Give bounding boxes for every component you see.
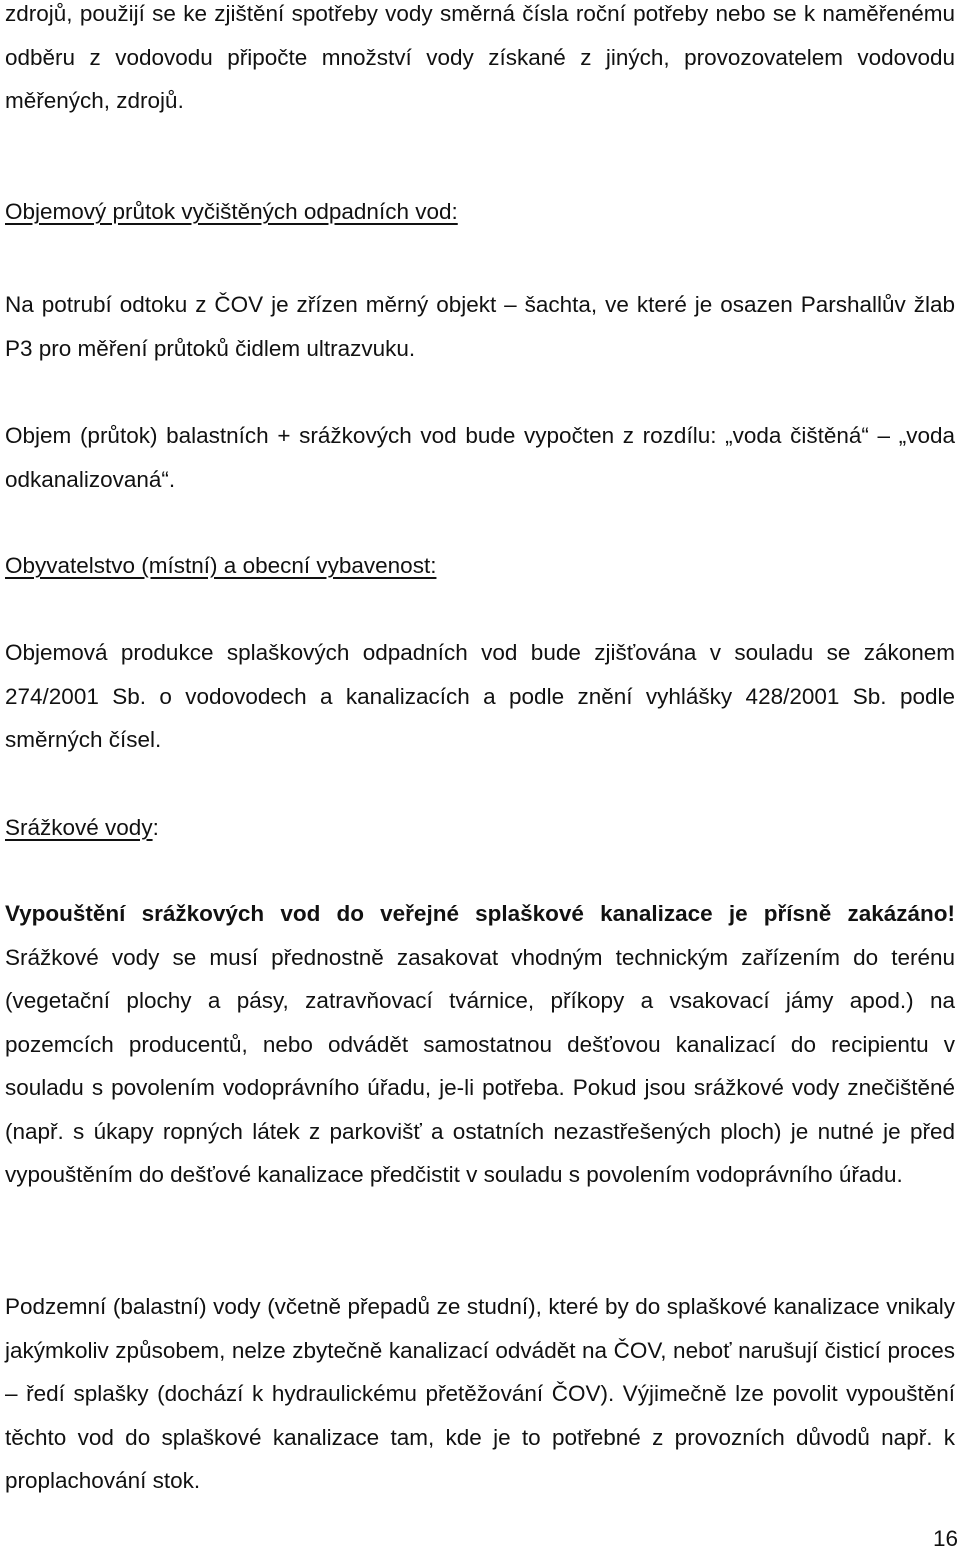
storm-water-text: Srážkové vody se musí přednostně zasakovat vhodným technickým zařízením do terénu (vegetační plochy a pásy, zatravňovací tvárnice, příkopy a vsakovací jámy apod.) na pozemcích producentů, nebo odvádět samostatnou dešťovou kanalizací do recipientu v souladu s povolením vodoprávního úřadu, je-li potřeba. Pokud jsou srážkové vody znečištěné (např. s úkapy ropných látek z parkovišť a ostatních nezastřešených ploch) je nutné je před vypouštěním do dešťové kanalizace předčistit v souladu s povolením vodoprávního úřadu. (5, 944, 955, 1187)
heading-storm-water-text: Srážkové vody (5, 815, 153, 840)
intro-paragraph: zdrojů, použijí se ke zjištění spotřeby vody směrná čísla roční potřeby nebo se k naměřenému odběru z vodovodu připočte množství vody získané z jiných, provozovatelem vodovodu měřených, zdrojů. (5, 1, 955, 113)
heading-storm-water (5, 806, 159, 850)
heading-storm-water-colon: : (152, 815, 159, 840)
heading-population: Obyvatelstvo (místní) a obecní vybavenost: (5, 553, 437, 578)
storm-water-paragraph (5, 892, 955, 1197)
heading-volume-flow: Objemový průtok vyčištěných odpadních vod: (5, 199, 458, 224)
storm-water-prohibition: Vypouštění srážkových vod do veřejné splaškové kanalizace je přísně zakázáno! (5, 901, 955, 926)
page-number: 16 (932, 1526, 958, 1551)
production-paragraph: Objemová produkce splaškových odpadních vod bude zjišťována v souladu se zákonem 274/2001 Sb. o vodovodech a kanalizacích a podle znění vyhlášky 428/2001 Sb. podle směrných čísel. (5, 640, 955, 752)
ballast-paragraph: Objem (průtok) balastních + srážkových vod bude vypočten z rozdílu: „voda čištěná“ – „voda odkanalizovaná“. (5, 423, 955, 492)
groundwater-paragraph: Podzemní (balastní) vody (včetně přepadů ze studní), které by do splaškové kanalizace vnikaly jakýmkoliv způsobem, nelze zbytečně kanalizací odvádět na ČOV, neboť narušují čisticí proces – ředí splašky (dochází k hydraulickému přetěžování ČOV). Výjimečně lze povolit vypouštění těchto vod do splaškové kanalizace tam, kde je to potřebné z provozních důvodů např. k proplachování stok. (5, 1294, 955, 1493)
parshall-paragraph: Na potrubí odtoku z ČOV je zřízen měrný objekt – šachta, ve které je osazen Parshallův žlab P3 pro měření průtoků čidlem ultrazvuku. (5, 292, 955, 361)
